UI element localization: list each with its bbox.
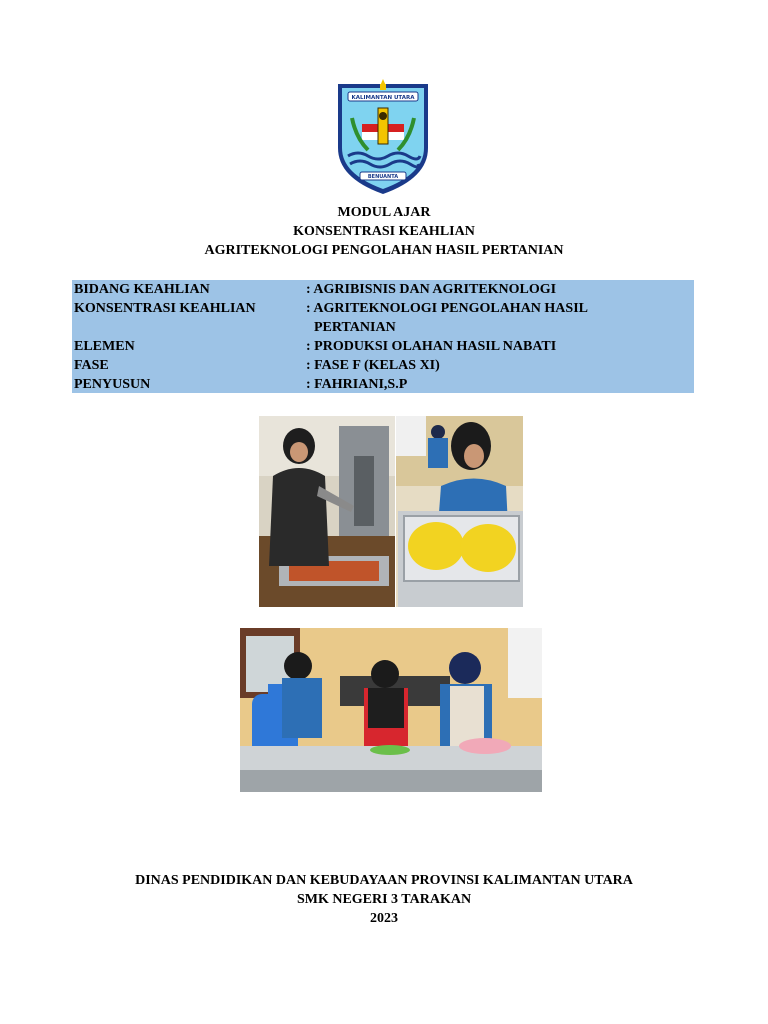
logo-scroll-text: BENUANTA <box>367 174 399 180</box>
konsentrasi-value-cont: PERTANIAN <box>314 320 396 335</box>
photo-students-kitchen <box>240 628 542 792</box>
konsentrasi-label: KONSENTRASI KEAHLIAN <box>74 301 256 316</box>
bidang-value: : AGRIBISNIS DAN AGRITEKNOLOGI <box>306 282 557 297</box>
bidang-label: BIDANG KEAHLIAN <box>74 282 210 297</box>
photo-student-machine <box>259 416 395 607</box>
elemen-value: : PRODUKSI OLAHAN HASIL NABATI <box>306 339 557 354</box>
module-info-box <box>72 280 694 393</box>
elemen-label: ELEMEN <box>74 339 135 354</box>
penyusun-value: : FAHRIANI,S.P <box>306 377 408 392</box>
logo-banner-text: KALIMANTAN UTARA <box>351 95 415 101</box>
year: 2023 <box>370 911 398 926</box>
photo-student-tray <box>396 416 523 607</box>
module-title: MODUL AJAR <box>337 205 431 220</box>
module-subject: AGRITEKNOLOGI PENGOLAHAN HASIL PERTANIAN <box>204 243 564 258</box>
fase-label: FASE <box>74 358 109 373</box>
school-name: SMK NEGERI 3 TARAKAN <box>296 892 472 907</box>
province-logo <box>334 78 432 196</box>
fase-value: : FASE F (KELAS XI) <box>306 358 440 373</box>
penyusun-label: PENYUSUN <box>74 377 151 392</box>
institution-name: DINAS PENDIDIKAN DAN KEBUDAYAAN PROVINSI KALIMANTAN UTARA <box>135 873 633 888</box>
module-subtitle: KONSENTRASI KEAHLIAN <box>293 224 475 239</box>
konsentrasi-value: : AGRITEKNOLOGI PENGOLAHAN HASIL <box>306 301 588 316</box>
